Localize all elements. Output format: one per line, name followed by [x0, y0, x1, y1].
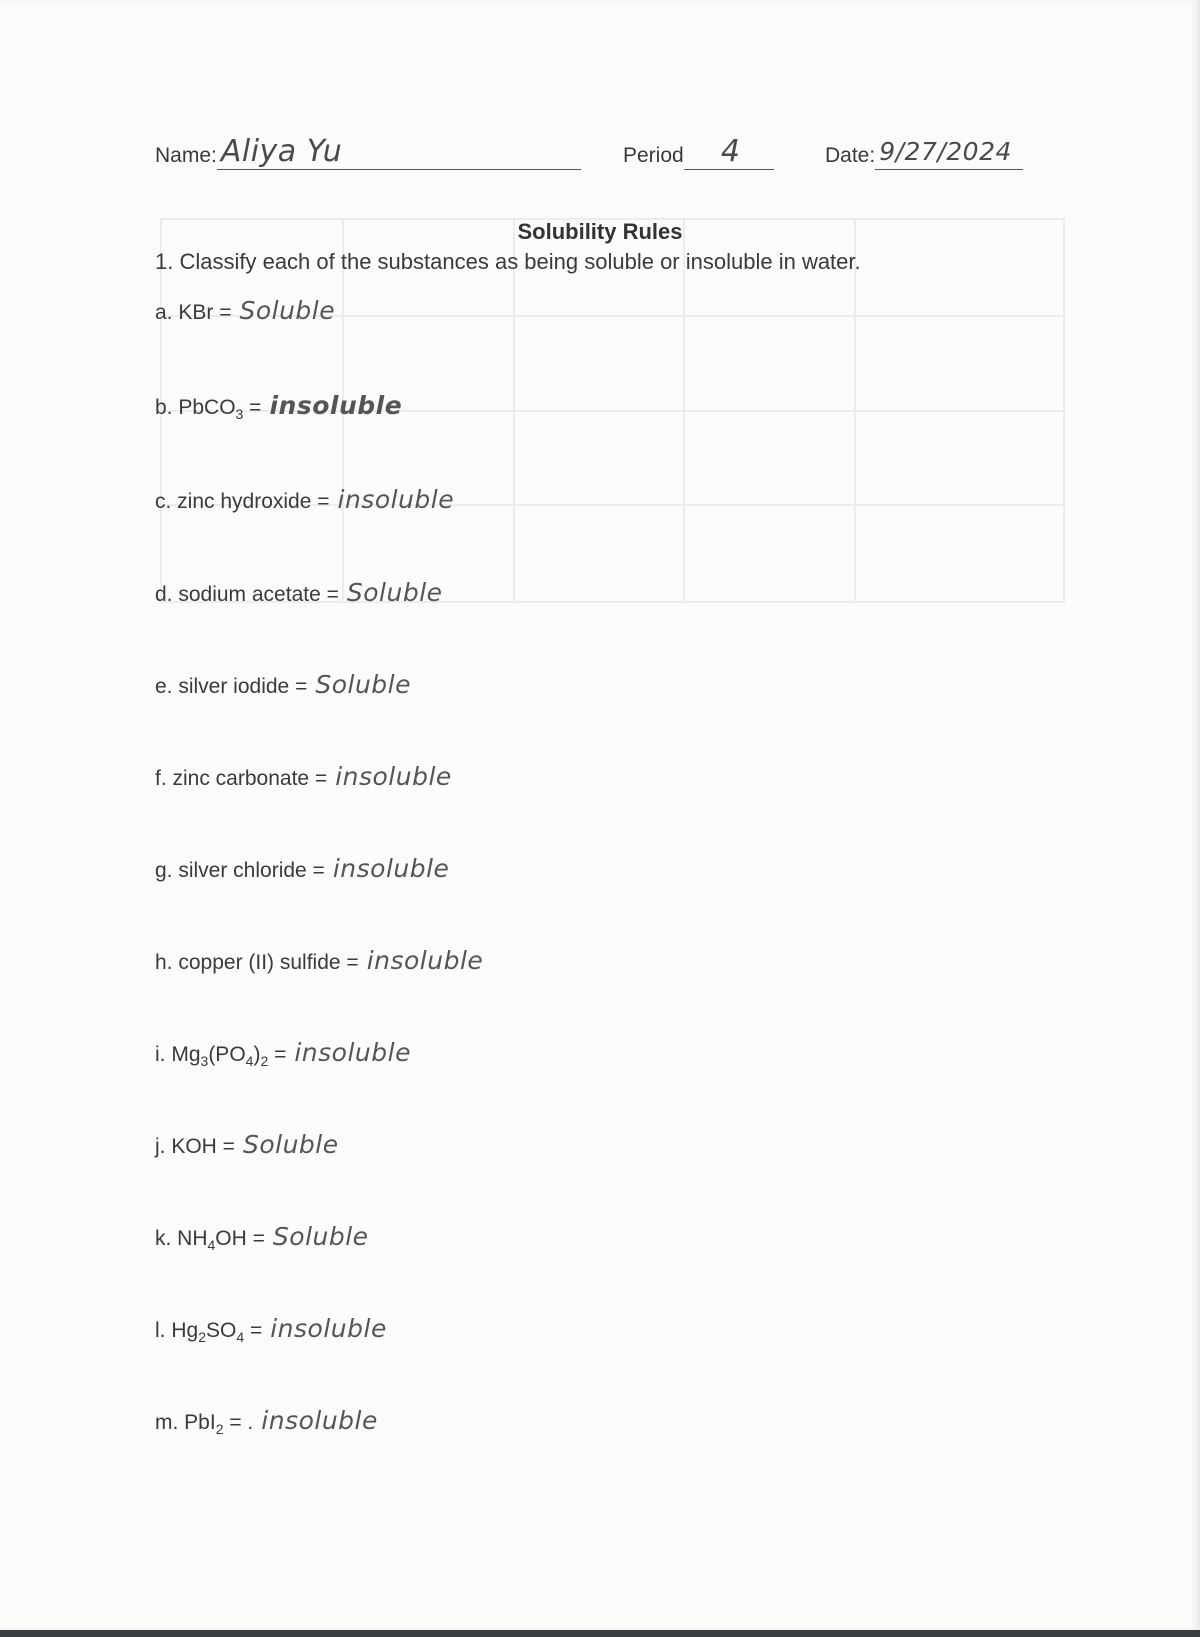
question-text: l. $Hg_2SO_4$ =: [155, 1319, 263, 1346]
question-f: [155, 762, 452, 791]
instructions: 1. Classify each of the substances as being soluble or insoluble in water.: [155, 249, 861, 274]
period-field: [623, 135, 774, 170]
answer-text: Soluble: [272, 1222, 369, 1251]
student-info-header: [155, 130, 1065, 170]
worksheet-title: Solubility Rules: [517, 219, 683, 244]
period-value: 4: [720, 134, 741, 169]
question-d: [155, 578, 443, 607]
answer-text: insoluble: [332, 854, 450, 883]
name-value: Aliya Yu: [220, 134, 343, 169]
question-text: g. silver chloride =: [155, 859, 325, 882]
question-text: d. sodium acetate =: [155, 583, 339, 606]
question-text: m. PbI$_2$ = .: [155, 1411, 254, 1438]
desk-edge: [0, 1630, 1200, 1637]
question-b: [155, 391, 403, 423]
answer-text: insoluble: [269, 391, 403, 420]
answer-text: Soluble: [315, 670, 411, 699]
question-g: [155, 854, 449, 883]
name-field: [155, 135, 581, 170]
question-m: [155, 1406, 378, 1438]
question-text: a. KBr =: [155, 301, 232, 324]
question-text: j. KOH =: [155, 1135, 235, 1158]
question-j: [155, 1130, 339, 1159]
date-field: [825, 135, 1023, 170]
question-text: k. $NH_4OH$ =: [155, 1227, 265, 1254]
period-label: Period: [623, 144, 684, 167]
question-c: [155, 485, 454, 514]
question-a: [155, 296, 335, 325]
name-label: Name:: [155, 144, 217, 167]
answer-text: Soluble: [346, 578, 443, 607]
question-h: [155, 946, 483, 975]
question-text: f. zinc carbonate =: [155, 767, 328, 790]
answer-text: Soluble: [239, 296, 336, 325]
question-i: [155, 1038, 411, 1070]
answer-text: insoluble: [270, 1314, 387, 1343]
answer-text: insoluble: [294, 1038, 411, 1067]
question-text: b. PbCO$_3$ =: [155, 396, 262, 423]
date-value: 9/27/2024: [879, 137, 1012, 166]
answer-text: Soluble: [242, 1130, 339, 1159]
answer-text: insoluble: [261, 1406, 378, 1435]
date-label: Date:: [825, 144, 876, 167]
answer-text: insoluble: [337, 485, 455, 514]
question-l: [155, 1314, 387, 1346]
question-text: i. $Mg_3(PO_4)_2$ =: [155, 1043, 287, 1070]
answer-text: insoluble: [335, 762, 452, 791]
question-text: c. zinc hydroxide =: [155, 490, 330, 513]
question-text: h. copper (II) sulfide =: [155, 951, 359, 974]
answer-text: insoluble: [366, 946, 484, 975]
question-e: [155, 670, 411, 699]
question-k: [155, 1222, 369, 1254]
question-text: e. silver iodide =: [155, 675, 308, 698]
